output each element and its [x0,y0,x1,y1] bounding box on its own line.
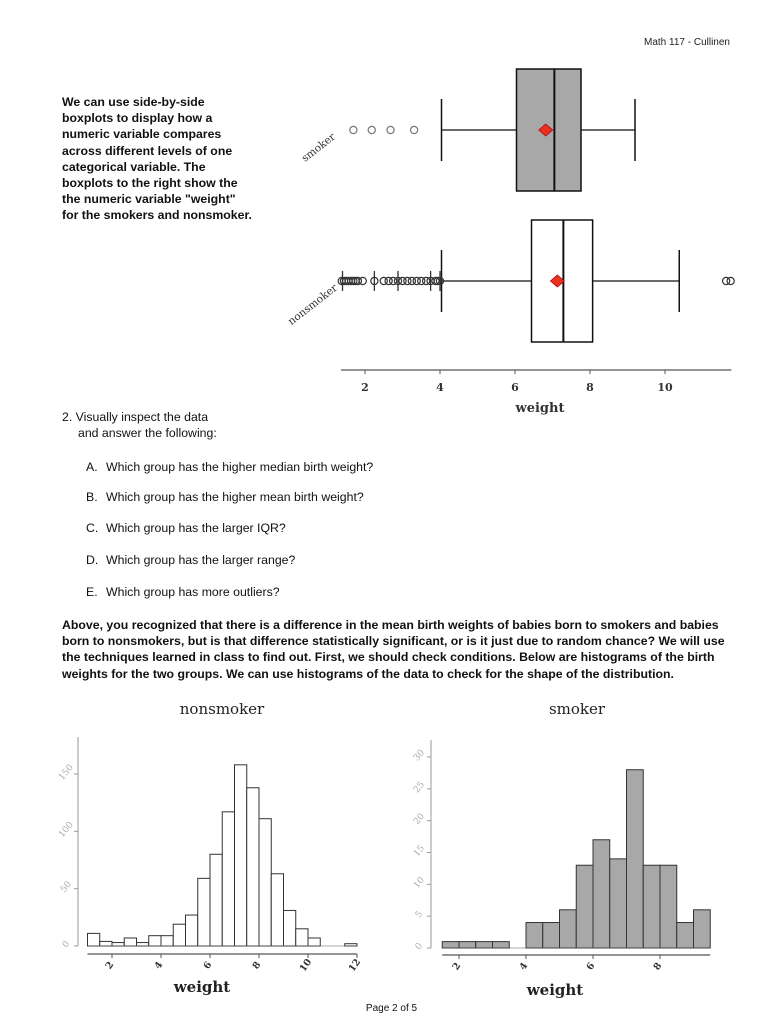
histogram-title-nonsmoker: nonsmoker [179,700,265,718]
histogram-nonsmoker-bar [222,812,234,946]
histogram-smoker-y-tick-label: 20 [411,811,427,827]
histogram-smoker-y-tick-label: 0 [413,941,426,953]
histogram-smoker-y-tick-label: 25 [411,779,427,796]
boxplot-group-label-nonsmoker: nonsmoker [285,281,340,328]
histogram-smoker-y-tick-label: 15 [411,843,427,859]
histogram-smoker-bar [627,770,644,948]
histogram-nonsmoker-x-tick-label: 6 [201,959,215,972]
page-footer: Page 2 of 5 [365,1003,418,1014]
histogram-nonsmoker-x-tick-label: 4 [152,959,166,972]
histogram-nonsmoker-x-tick-label: 8 [250,959,264,972]
question-text: Which group has the larger IQR? [106,521,286,535]
question-letter: A. [86,460,98,474]
boxplot-x-tick-label: 2 [361,381,369,394]
histogram-nonsmoker-bar [88,933,100,946]
histogram-nonsmoker-bar [137,943,149,946]
boxplot-x-tick-label: 8 [586,381,594,394]
histogram-smoker-bar [610,859,627,948]
boxplot-x-tick-label: 10 [657,381,673,394]
question-2-line1: 2. Visually inspect the data [62,410,209,424]
histogram-smoker-y-tick-label: 10 [411,875,427,891]
histogram-smoker-bar [643,865,660,948]
histogram-smoker-bar [476,942,493,948]
histogram-nonsmoker-bar [284,910,296,946]
histogram-smoker-x-tick-label: 4 [517,960,531,973]
question-text: Which group has more outliers? [106,585,280,599]
histogram-nonsmoker-bar [100,941,112,946]
histogram-nonsmoker-y-tick-label: 50 [58,879,74,895]
question-letter: C. [86,521,99,535]
question-letter: B. [86,490,98,504]
histogram-nonsmoker-bar [259,819,271,946]
boxplot-outlier [387,126,394,133]
boxplot-outlier [727,277,734,284]
histogram-nonsmoker-bar [186,915,198,946]
boxplot-outlier [411,126,418,133]
boxplot-outlier [350,126,357,133]
histogram-nonsmoker-bar [161,936,173,946]
histogram-nonsmoker-bar [112,943,124,946]
histogram-nonsmoker-bar [210,854,222,946]
histogram-nonsmoker-y-tick-label: 100 [57,820,76,840]
boxplot-outlier [359,277,366,284]
intro-text: We can use side-by-side boxplots to display how a numeric variable compares across different levels of one categorical variable. The boxplots to the right show the the numeric variable "weight" for the smokers and nonsmoker. [62,95,252,223]
histogram-nonsmoker-bar [124,938,136,946]
histogram-smoker-y-tick-label: 5 [413,909,426,921]
histogram-nonsmoker-bar [296,929,308,946]
histogram-smoker-bar [459,942,476,948]
histogram-nonsmoker-x-tick-label: 2 [103,959,117,972]
boxplot-x-tick-label: 6 [511,381,519,394]
question-2-line2: and answer the following: [78,426,217,440]
histogram-nonsmoker-bar [308,938,320,946]
histogram-smoker-bar [543,923,560,948]
histogram-smoker-bar [526,923,543,948]
histogram-smoker-bar [694,910,711,948]
histogram-smoker-x-tick-label: 2 [450,960,464,973]
question-text: Which group has the larger range? [106,553,296,567]
histogram-nonsmoker-bar [173,924,185,946]
histogram-nonsmoker-y-tick-label: 0 [60,939,73,951]
histogram-smoker-x-axis-label: weight [526,981,584,999]
histogram-nonsmoker-y-tick-label: 150 [57,762,76,783]
histogram-smoker-bar [660,865,677,948]
histogram-smoker-bar [560,910,577,948]
boxplot-x-tick-label: 4 [436,381,444,394]
question-letter: E. [86,585,98,599]
histogram-nonsmoker-x-tick-label: 12 [346,956,364,975]
histogram-nonsmoker-bar [198,878,210,946]
question-letter: D. [86,553,99,567]
histogram-nonsmoker-bar [235,765,247,946]
histogram-title-smoker: smoker [548,700,606,718]
histogram-smoker-bar [493,942,510,948]
histogram-nonsmoker-bar [271,874,283,946]
conditions-paragraph: Above, you recognized that there is a difference in the mean birth weights of babies born to smokers and babies born to nonsmokers, but is that difference statistically significant, or is it just due to random chance? We will use the techniques learned in class to find out. First, we should check conditions. Below are histograms of the birth weights for the two groups. We can use histograms of the data to check for the shape of the distribution. [62,618,725,681]
histogram-nonsmoker-x-axis-label: weight [173,978,231,996]
boxplot-outlier [368,126,375,133]
question-text: Which group has the higher median birth weight? [106,460,374,474]
histogram-nonsmoker-bar [149,936,161,946]
page-header: Math 117 - Cullinen [644,37,730,48]
boxplot-x-axis-label: weight [515,401,565,416]
histogram-nonsmoker-bar [247,788,259,946]
histogram-smoker-bar [593,840,610,948]
histogram-smoker-bar [677,923,694,948]
histogram-smoker-x-tick-label: 6 [584,960,598,973]
histogram-smoker-bar [576,865,593,948]
histogram-nonsmoker-x-tick-label: 10 [297,956,315,975]
histogram-smoker-bar [442,942,459,948]
histogram-nonsmoker-bar [345,944,357,946]
histogram-smoker-x-tick-label: 8 [651,960,665,973]
question-text: Which group has the higher mean birth weight? [106,490,364,504]
boxplot-group-label-smoker: smoker [299,130,338,165]
histogram-smoker-y-tick-label: 30 [411,748,427,764]
